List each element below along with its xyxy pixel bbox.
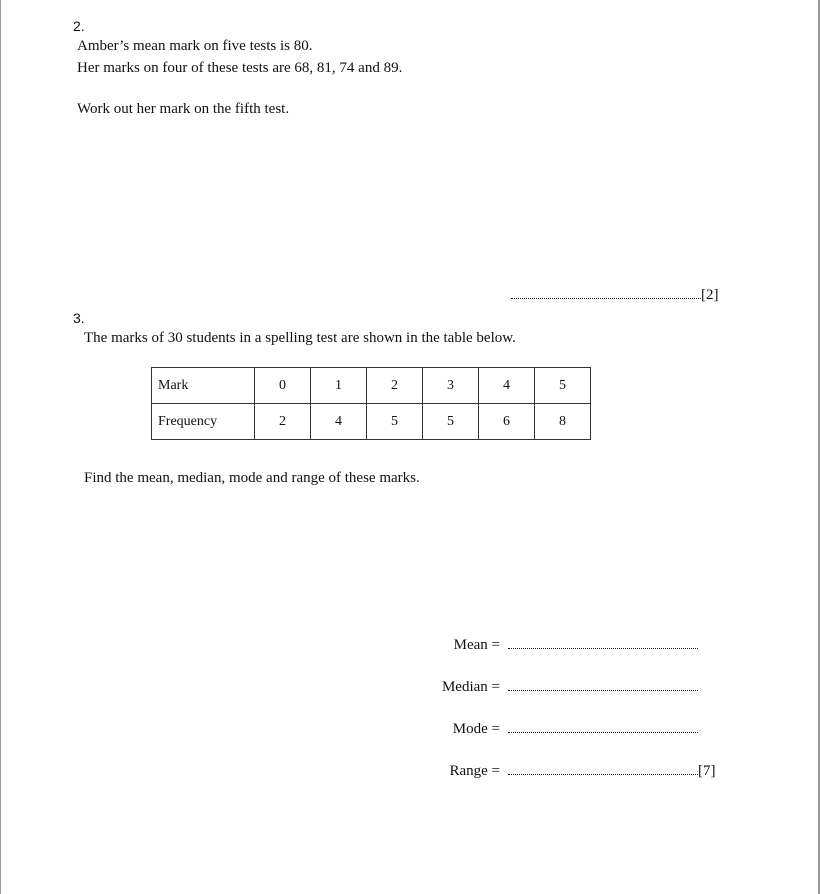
table-cell: 6 — [479, 404, 535, 440]
table-cell: 5 — [535, 368, 591, 404]
table-cell: 8 — [535, 404, 591, 440]
table-cell: 5 — [367, 404, 423, 440]
question-2-number: 2. — [73, 18, 85, 34]
median-answer-line — [508, 678, 698, 691]
range-answer-row — [440, 762, 716, 780]
page-border-left — [0, 0, 1, 894]
question-3-number: 3. — [73, 310, 85, 326]
table-cell: 0 — [255, 368, 311, 404]
answer-dotted-line — [511, 286, 701, 299]
mean-answer-row — [440, 636, 698, 654]
question-3-instruction: Find the mean, median, mode and range of these marks. — [84, 470, 420, 486]
question-3-intro: The marks of 30 students in a spelling test are shown in the table below. — [84, 330, 516, 346]
marks-frequency-table — [151, 367, 591, 440]
question-3-marks: [7] — [698, 763, 716, 779]
table-header-mark: Mark — [152, 368, 255, 404]
table-cell: 1 — [311, 368, 367, 404]
median-answer-row — [440, 678, 698, 696]
range-label: Range = — [449, 763, 500, 779]
median-label: Median = — [441, 679, 500, 695]
table-cell: 3 — [423, 368, 479, 404]
table-row-mark — [152, 368, 591, 404]
table-row-frequency — [152, 404, 591, 440]
question-2-instruction: Work out her mark on the fifth test. — [77, 101, 290, 117]
table-cell: 5 — [423, 404, 479, 440]
question-2-line-1: Amber’s mean mark on five tests is 80. — [77, 38, 313, 54]
range-answer-line — [508, 762, 698, 775]
question-2-line-2: Her marks on four of these tests are 68, 81, 74 and 89. — [77, 60, 403, 76]
mean-label: Mean = — [453, 637, 500, 653]
question-2-answer-line — [511, 286, 719, 304]
table-cell: 4 — [479, 368, 535, 404]
table-cell: 2 — [367, 368, 423, 404]
mode-answer-line — [508, 720, 698, 733]
question-2-marks: [2] — [701, 287, 719, 303]
mean-answer-line — [508, 636, 698, 649]
mode-label: Mode = — [452, 721, 500, 737]
table-cell: 2 — [255, 404, 311, 440]
table-cell: 4 — [311, 404, 367, 440]
table-header-frequency: Frequency — [152, 404, 255, 440]
mode-answer-row — [440, 720, 698, 738]
